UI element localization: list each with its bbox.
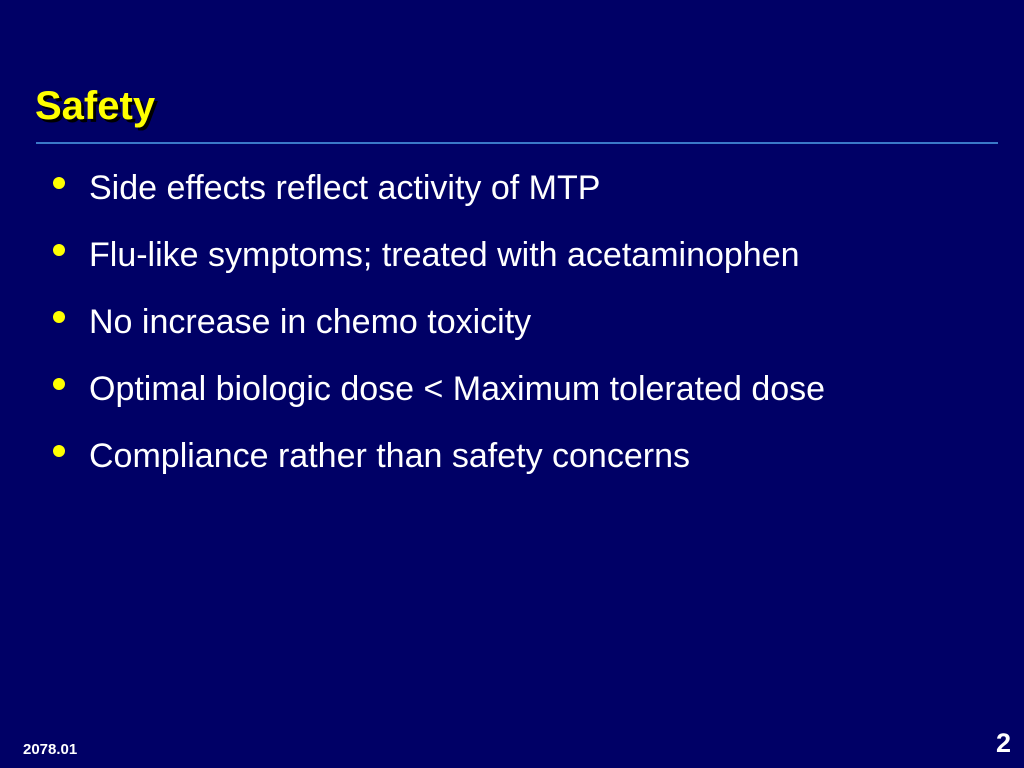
bullet-dot-icon xyxy=(53,378,65,390)
bullet-text: Compliance rather than safety concerns xyxy=(89,437,690,475)
page-number: 2 xyxy=(995,728,1011,758)
bullet-text: Optimal biologic dose < Maximum tolerated dose xyxy=(89,370,826,408)
bullet-text: Side effects reflect activity of MTP xyxy=(89,169,601,207)
bullet-list xyxy=(53,165,825,500)
bullet-item xyxy=(53,366,825,433)
bullet-dot-icon xyxy=(53,311,65,323)
bullet-dot-icon xyxy=(53,177,65,189)
title-divider xyxy=(36,142,998,144)
bullet-text: Flu-like symptoms; treated with acetaminophen xyxy=(89,236,800,274)
slide-title: Safety xyxy=(35,84,156,128)
bullet-item xyxy=(53,165,825,232)
bullet-item xyxy=(53,299,825,366)
bullet-dot-icon xyxy=(53,445,65,457)
bullet-item xyxy=(53,433,825,500)
bullet-text: No increase in chemo toxicity xyxy=(89,303,532,341)
footer-code: 2078.01 xyxy=(23,741,78,758)
bullet-dot-icon xyxy=(53,244,65,256)
bullet-item xyxy=(53,232,825,299)
